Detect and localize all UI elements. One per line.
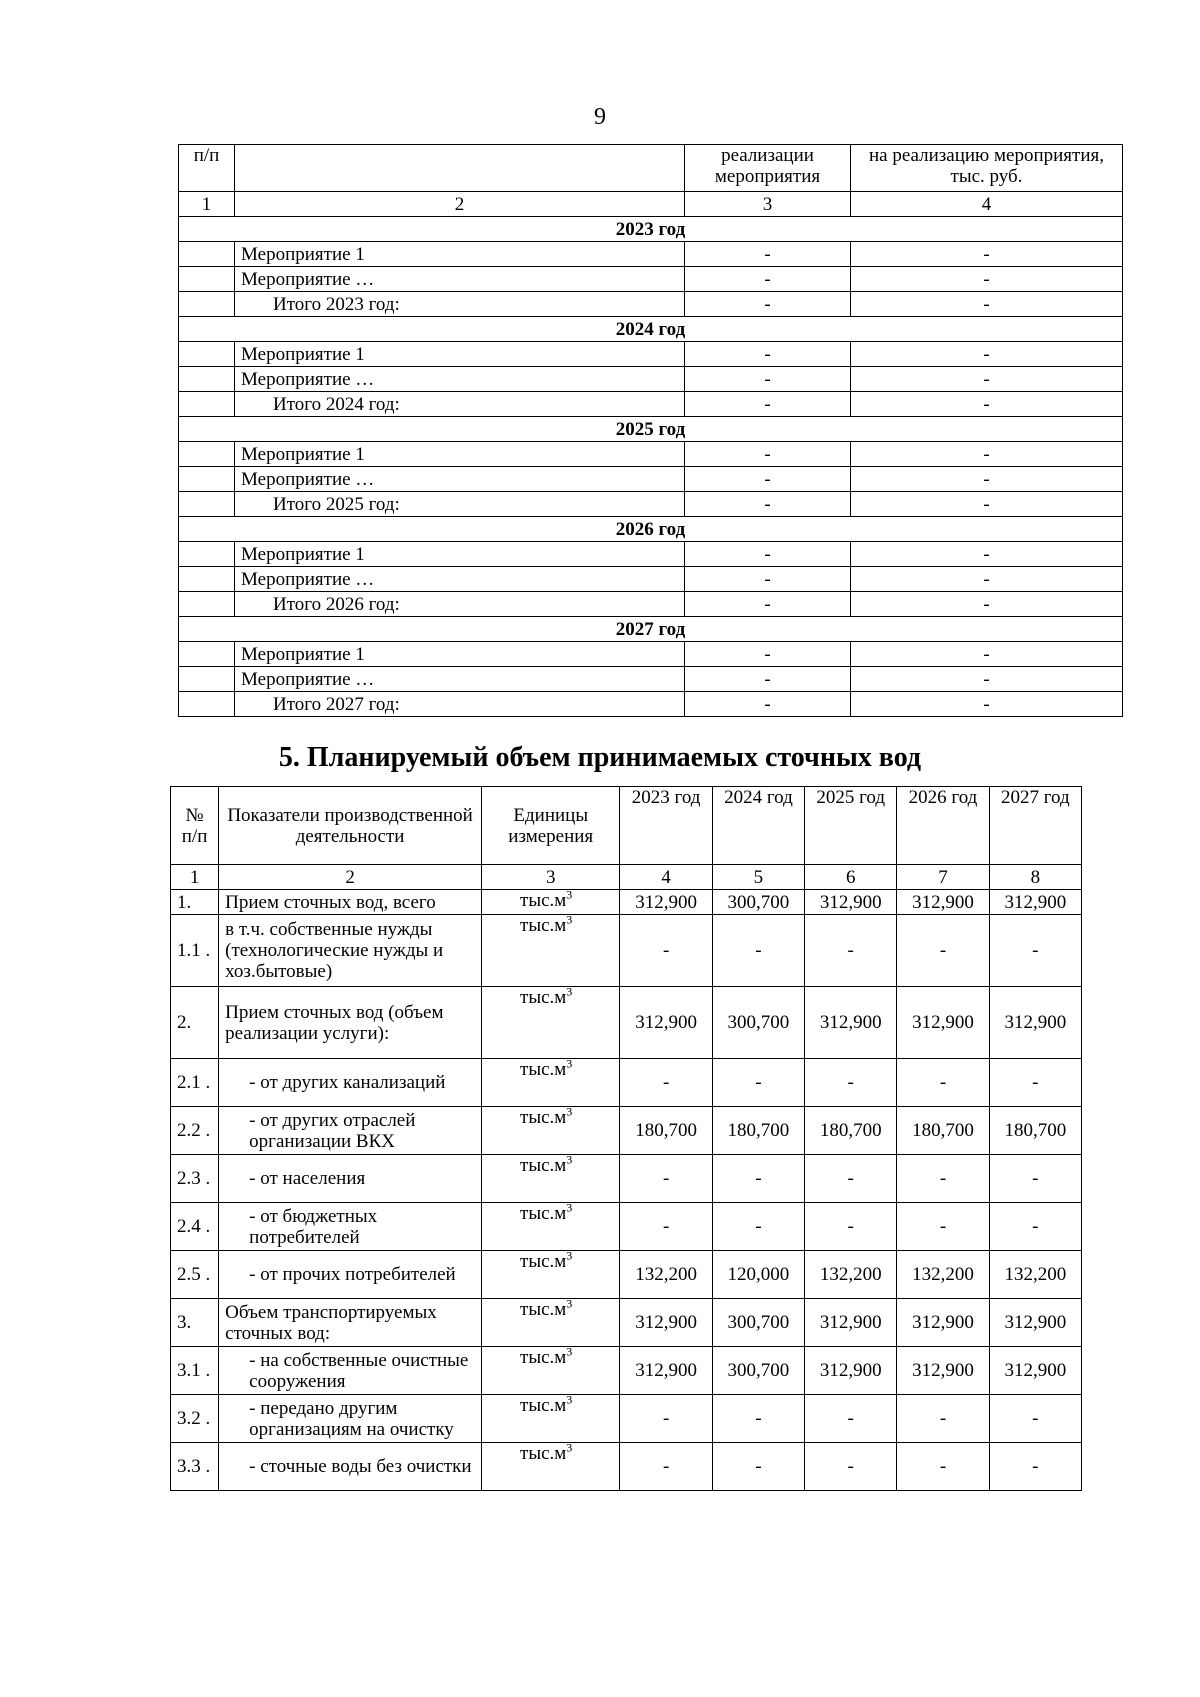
events-item-row bbox=[179, 667, 1123, 692]
row-indicator: - сточные воды без очистки bbox=[219, 1443, 482, 1491]
events-period-cell: - bbox=[685, 467, 851, 492]
unit-superscript: 3 bbox=[566, 1250, 573, 1263]
row-value: - bbox=[712, 1155, 804, 1203]
events-period-cell: - bbox=[685, 667, 851, 692]
row-value: 312,900 bbox=[805, 1299, 897, 1347]
row-value: - bbox=[989, 1059, 1081, 1107]
events-cost-cell: - bbox=[851, 692, 1123, 717]
events-item-label: Мероприятие … bbox=[235, 567, 685, 592]
events-number-cell: 1 bbox=[179, 192, 235, 217]
events-header-row bbox=[179, 145, 1123, 192]
unit-superscript: 3 bbox=[566, 1442, 573, 1455]
events-empty-cell bbox=[179, 442, 235, 467]
events-number-row bbox=[179, 192, 1123, 217]
events-header-cell: реализации мероприятия bbox=[685, 145, 851, 192]
row-value: - bbox=[897, 1155, 989, 1203]
events-period-cell: - bbox=[685, 692, 851, 717]
row-unit bbox=[482, 1107, 620, 1155]
row-value: - bbox=[989, 1155, 1081, 1203]
events-item-label: Мероприятие 1 bbox=[235, 442, 685, 467]
events-item-label: Мероприятие … bbox=[235, 467, 685, 492]
row-value: - bbox=[989, 915, 1081, 987]
volume-row bbox=[171, 1203, 1082, 1251]
row-number: 2.5 . bbox=[171, 1251, 219, 1299]
row-unit bbox=[482, 1299, 620, 1347]
row-number: 2.2 . bbox=[171, 1107, 219, 1155]
events-year-row bbox=[179, 517, 1123, 542]
events-cost-cell: - bbox=[851, 492, 1123, 517]
row-indicator: - от прочих потребителей bbox=[219, 1251, 482, 1299]
row-unit bbox=[482, 1155, 620, 1203]
events-cost-cell: - bbox=[851, 392, 1123, 417]
volume-row bbox=[171, 1299, 1082, 1347]
row-number: 2.4 . bbox=[171, 1203, 219, 1251]
events-total-row bbox=[179, 492, 1123, 517]
row-value: 300,700 bbox=[712, 890, 804, 915]
row-number: 3.3 . bbox=[171, 1443, 219, 1491]
events-cost-cell: - bbox=[851, 567, 1123, 592]
events-empty-cell bbox=[179, 467, 235, 492]
events-number-cell: 2 bbox=[235, 192, 685, 217]
events-empty-cell bbox=[179, 242, 235, 267]
volume-row bbox=[171, 1059, 1082, 1107]
events-year-label: 2025 год bbox=[179, 417, 1123, 442]
row-value: 312,900 bbox=[989, 1347, 1081, 1395]
unit-text: тыс.м bbox=[520, 1251, 567, 1272]
row-value: - bbox=[712, 1395, 804, 1443]
row-value: 180,700 bbox=[989, 1107, 1081, 1155]
unit-text: тыс.м bbox=[520, 1347, 567, 1368]
row-value: - bbox=[712, 915, 804, 987]
events-cost-cell: - bbox=[851, 592, 1123, 617]
row-value: - bbox=[897, 1203, 989, 1251]
events-header-cell bbox=[235, 145, 685, 192]
unit-text: тыс.м bbox=[520, 1203, 567, 1224]
row-value: 132,200 bbox=[989, 1251, 1081, 1299]
row-indicator: Объем транспортируемых сточных вод: bbox=[219, 1299, 482, 1347]
row-value: 300,700 bbox=[712, 1299, 804, 1347]
unit-text: тыс.м bbox=[520, 1107, 567, 1128]
row-unit bbox=[482, 1443, 620, 1491]
events-cost-cell: - bbox=[851, 642, 1123, 667]
events-item-label: Мероприятие 1 bbox=[235, 542, 685, 567]
header-unit: Единицы измерения bbox=[482, 787, 620, 865]
row-value: - bbox=[805, 1443, 897, 1491]
row-value: 312,900 bbox=[989, 1299, 1081, 1347]
events-cost-cell: - bbox=[851, 292, 1123, 317]
row-unit bbox=[482, 1395, 620, 1443]
events-period-cell: - bbox=[685, 367, 851, 392]
row-value: - bbox=[805, 1155, 897, 1203]
events-year-label: 2024 год bbox=[179, 317, 1123, 342]
volume-number-row bbox=[171, 865, 1082, 890]
volume-number-cell: 2 bbox=[219, 865, 482, 890]
events-item-row bbox=[179, 342, 1123, 367]
events-empty-cell bbox=[179, 592, 235, 617]
row-value: - bbox=[805, 1395, 897, 1443]
events-cost-cell: - bbox=[851, 542, 1123, 567]
row-value: - bbox=[897, 1443, 989, 1491]
row-value: 312,900 bbox=[620, 890, 712, 915]
row-value: 180,700 bbox=[712, 1107, 804, 1155]
row-value: - bbox=[897, 1059, 989, 1107]
events-cost-cell: - bbox=[851, 342, 1123, 367]
header-year: 2023 год bbox=[620, 787, 712, 865]
row-value: 312,900 bbox=[620, 1299, 712, 1347]
events-empty-cell bbox=[179, 492, 235, 517]
unit-superscript: 3 bbox=[566, 1154, 573, 1167]
unit-superscript: 3 bbox=[566, 1058, 573, 1071]
page-number: 9 bbox=[594, 104, 606, 130]
events-year-label: 2027 год bbox=[179, 617, 1123, 642]
events-empty-cell bbox=[179, 667, 235, 692]
events-total-row bbox=[179, 592, 1123, 617]
unit-text: тыс.м bbox=[520, 1059, 567, 1080]
row-value: - bbox=[620, 915, 712, 987]
row-number: 1.1 . bbox=[171, 915, 219, 987]
volume-row bbox=[171, 1155, 1082, 1203]
events-period-cell: - bbox=[685, 342, 851, 367]
events-cost-cell: - bbox=[851, 242, 1123, 267]
header-number: № п/п bbox=[171, 787, 219, 865]
row-value: 300,700 bbox=[712, 1347, 804, 1395]
events-total-label: Итого 2027 год: bbox=[235, 692, 685, 717]
row-number: 1. bbox=[171, 890, 219, 915]
events-total-label: Итого 2023 год: bbox=[235, 292, 685, 317]
events-total-row bbox=[179, 292, 1123, 317]
unit-text: тыс.м bbox=[520, 1155, 567, 1176]
events-period-cell: - bbox=[685, 592, 851, 617]
row-unit bbox=[482, 890, 620, 915]
events-item-label: Мероприятие 1 bbox=[235, 642, 685, 667]
events-year-label: 2026 год bbox=[179, 517, 1123, 542]
volume-row bbox=[171, 890, 1082, 915]
row-value: 312,900 bbox=[620, 1347, 712, 1395]
row-number: 3.1 . bbox=[171, 1347, 219, 1395]
events-item-label: Мероприятие … bbox=[235, 667, 685, 692]
events-period-cell: - bbox=[685, 442, 851, 467]
events-empty-cell bbox=[179, 642, 235, 667]
events-empty-cell bbox=[179, 542, 235, 567]
events-item-label: Мероприятие … bbox=[235, 367, 685, 392]
volume-row bbox=[171, 1443, 1082, 1491]
row-indicator: в т.ч. собственные нужды (технологические нужды и хоз.бытовые) bbox=[219, 915, 482, 987]
events-total-row bbox=[179, 392, 1123, 417]
row-number: 3.2 . bbox=[171, 1395, 219, 1443]
row-value: 132,200 bbox=[620, 1251, 712, 1299]
row-value: - bbox=[897, 1395, 989, 1443]
row-indicator: Прием сточных вод, всего bbox=[219, 890, 482, 915]
row-value: 312,900 bbox=[805, 1347, 897, 1395]
row-indicator: - передано другим организациям на очистку bbox=[219, 1395, 482, 1443]
row-value: 120,000 bbox=[712, 1251, 804, 1299]
events-empty-cell bbox=[179, 392, 235, 417]
volume-number-cell: 3 bbox=[482, 865, 620, 890]
events-period-cell: - bbox=[685, 542, 851, 567]
unit-text: тыс.м bbox=[520, 890, 567, 911]
row-indicator: - от бюджетных потребителей bbox=[219, 1203, 482, 1251]
row-indicator: - от других отраслей организации ВКХ bbox=[219, 1107, 482, 1155]
volume-number-cell: 1 bbox=[171, 865, 219, 890]
events-cost-cell: - bbox=[851, 267, 1123, 292]
row-value: - bbox=[712, 1203, 804, 1251]
events-year-row bbox=[179, 217, 1123, 242]
row-indicator: Прием сточных вод (объем реализации услуги): bbox=[219, 987, 482, 1059]
volume-row bbox=[171, 915, 1082, 987]
events-period-cell: - bbox=[685, 567, 851, 592]
events-empty-cell bbox=[179, 342, 235, 367]
events-cost-cell: - bbox=[851, 442, 1123, 467]
row-unit bbox=[482, 915, 620, 987]
section-title: 5. Планируемый объем принимаемых сточных вод bbox=[278, 742, 922, 773]
volume-header-row bbox=[171, 787, 1082, 865]
volume-row bbox=[171, 1107, 1082, 1155]
row-value: 312,900 bbox=[620, 987, 712, 1059]
row-indicator: - на собственные очистные сооружения bbox=[219, 1347, 482, 1395]
row-indicator: - от других канализаций bbox=[219, 1059, 482, 1107]
row-number: 3. bbox=[171, 1299, 219, 1347]
row-value: - bbox=[897, 915, 989, 987]
events-item-label: Мероприятие 1 bbox=[235, 342, 685, 367]
volume-number-cell: 6 bbox=[805, 865, 897, 890]
unit-text: тыс.м bbox=[520, 1299, 567, 1320]
events-total-label: Итого 2026 год: bbox=[235, 592, 685, 617]
row-value: - bbox=[620, 1203, 712, 1251]
events-period-cell: - bbox=[685, 492, 851, 517]
volume-row bbox=[171, 1251, 1082, 1299]
events-item-row bbox=[179, 467, 1123, 492]
events-cost-cell: - bbox=[851, 467, 1123, 492]
events-period-cell: - bbox=[685, 267, 851, 292]
header-year: 2026 год bbox=[897, 787, 989, 865]
row-value: 312,900 bbox=[897, 987, 989, 1059]
events-cost-cell: - bbox=[851, 667, 1123, 692]
events-header-cell: на реализацию мероприятия, тыс. руб. bbox=[851, 145, 1123, 192]
unit-text: тыс.м bbox=[520, 987, 567, 1008]
events-year-row bbox=[179, 617, 1123, 642]
events-period-cell: - bbox=[685, 292, 851, 317]
row-value: - bbox=[620, 1059, 712, 1107]
unit-superscript: 3 bbox=[566, 1394, 573, 1407]
events-period-cell: - bbox=[685, 392, 851, 417]
events-number-cell: 3 bbox=[685, 192, 851, 217]
row-value: 312,900 bbox=[897, 890, 989, 915]
events-cost-cell: - bbox=[851, 367, 1123, 392]
row-unit bbox=[482, 1059, 620, 1107]
row-value: 312,900 bbox=[805, 890, 897, 915]
row-value: 312,900 bbox=[805, 987, 897, 1059]
events-header-cell: п/п bbox=[179, 145, 235, 192]
unit-superscript: 3 bbox=[566, 986, 573, 999]
events-total-label: Итого 2024 год: bbox=[235, 392, 685, 417]
row-value: - bbox=[712, 1059, 804, 1107]
unit-superscript: 3 bbox=[566, 914, 573, 927]
events-item-label: Мероприятие 1 bbox=[235, 242, 685, 267]
header-year: 2024 год bbox=[712, 787, 804, 865]
unit-text: тыс.м bbox=[520, 1395, 567, 1416]
row-value: - bbox=[989, 1395, 1081, 1443]
unit-superscript: 3 bbox=[566, 1106, 573, 1119]
row-number: 2.3 . bbox=[171, 1155, 219, 1203]
events-item-row bbox=[179, 542, 1123, 567]
row-number: 2. bbox=[171, 987, 219, 1059]
header-year: 2027 год bbox=[989, 787, 1081, 865]
volume-row bbox=[171, 987, 1082, 1059]
row-unit bbox=[482, 1347, 620, 1395]
events-table bbox=[178, 144, 1123, 717]
events-period-cell: - bbox=[685, 242, 851, 267]
volume-number-cell: 7 bbox=[897, 865, 989, 890]
events-total-row bbox=[179, 692, 1123, 717]
events-period-cell: - bbox=[685, 642, 851, 667]
row-value: 312,900 bbox=[989, 890, 1081, 915]
row-value: - bbox=[620, 1155, 712, 1203]
row-value: - bbox=[620, 1395, 712, 1443]
volume-number-cell: 8 bbox=[989, 865, 1081, 890]
row-value: 300,700 bbox=[712, 987, 804, 1059]
row-value: - bbox=[989, 1203, 1081, 1251]
volume-row bbox=[171, 1395, 1082, 1443]
events-item-row bbox=[179, 567, 1123, 592]
wastewater-volume-table bbox=[170, 786, 1082, 1491]
row-value: 312,900 bbox=[897, 1299, 989, 1347]
header-year: 2025 год bbox=[805, 787, 897, 865]
row-value: 132,200 bbox=[897, 1251, 989, 1299]
events-number-cell: 4 bbox=[851, 192, 1123, 217]
unit-superscript: 3 bbox=[566, 1346, 573, 1359]
row-value: - bbox=[805, 1059, 897, 1107]
row-value: - bbox=[620, 1443, 712, 1491]
row-value: 312,900 bbox=[897, 1347, 989, 1395]
events-empty-cell bbox=[179, 692, 235, 717]
row-value: 312,900 bbox=[989, 987, 1081, 1059]
unit-text: тыс.м bbox=[520, 915, 567, 936]
row-value: 132,200 bbox=[805, 1251, 897, 1299]
events-item-row bbox=[179, 642, 1123, 667]
unit-superscript: 3 bbox=[566, 889, 573, 902]
row-unit bbox=[482, 987, 620, 1059]
events-item-row bbox=[179, 442, 1123, 467]
volume-number-cell: 4 bbox=[620, 865, 712, 890]
row-value: 180,700 bbox=[897, 1107, 989, 1155]
unit-text: тыс.м bbox=[520, 1443, 567, 1464]
unit-superscript: 3 bbox=[566, 1298, 573, 1311]
unit-superscript: 3 bbox=[566, 1202, 573, 1215]
row-number: 2.1 . bbox=[171, 1059, 219, 1107]
events-year-row bbox=[179, 417, 1123, 442]
events-empty-cell bbox=[179, 292, 235, 317]
row-value: - bbox=[805, 915, 897, 987]
events-item-label: Мероприятие … bbox=[235, 267, 685, 292]
row-value: - bbox=[989, 1443, 1081, 1491]
events-empty-cell bbox=[179, 567, 235, 592]
events-total-label: Итого 2025 год: bbox=[235, 492, 685, 517]
row-unit bbox=[482, 1251, 620, 1299]
row-indicator: - от населения bbox=[219, 1155, 482, 1203]
row-value: 180,700 bbox=[805, 1107, 897, 1155]
row-value: - bbox=[805, 1203, 897, 1251]
row-unit bbox=[482, 1203, 620, 1251]
events-year-label: 2023 год bbox=[179, 217, 1123, 242]
header-indicator: Показатели производственной деятельности bbox=[219, 787, 482, 865]
events-year-row bbox=[179, 317, 1123, 342]
events-item-row bbox=[179, 267, 1123, 292]
volume-number-cell: 5 bbox=[712, 865, 804, 890]
events-item-row bbox=[179, 242, 1123, 267]
events-empty-cell bbox=[179, 267, 235, 292]
volume-row bbox=[171, 1347, 1082, 1395]
events-item-row bbox=[179, 367, 1123, 392]
events-empty-cell bbox=[179, 367, 235, 392]
row-value: - bbox=[712, 1443, 804, 1491]
row-value: 180,700 bbox=[620, 1107, 712, 1155]
